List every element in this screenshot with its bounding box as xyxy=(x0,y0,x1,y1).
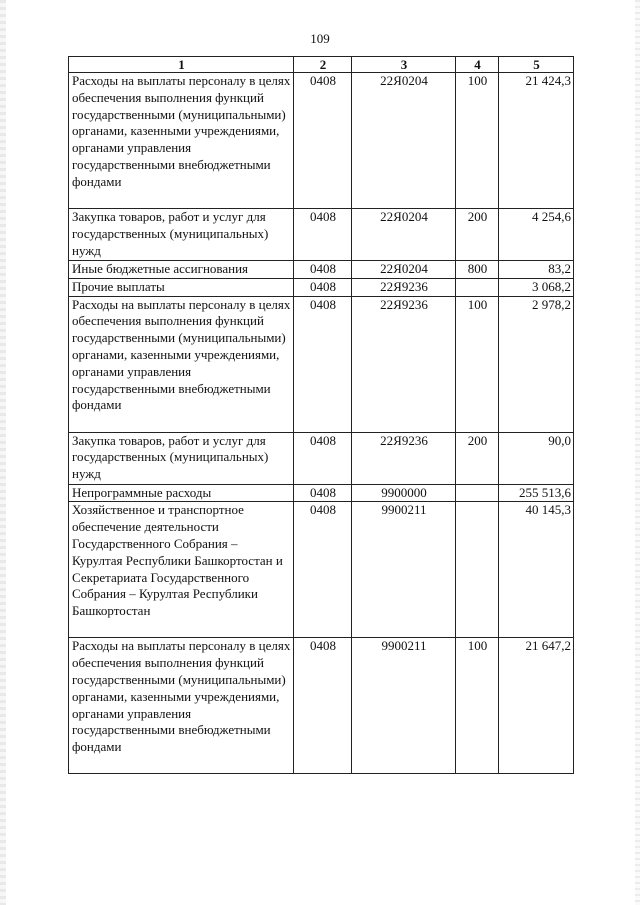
column-header-code: 3 xyxy=(352,57,456,73)
row-type: 100 xyxy=(456,296,499,432)
row-name: Иные бюджетные ассигнования xyxy=(69,261,294,279)
row-type: 200 xyxy=(456,432,499,484)
row-name: Расходы на выплаты персоналу в целях обеспечения выполнения функций государственными (муниципальными) органами, казенными учреждениями, органами управления государственными внебюджетными фондами xyxy=(69,296,294,432)
row-type xyxy=(456,484,499,502)
row-section: 0408 xyxy=(294,278,352,296)
row-amount: 255 513,6 xyxy=(499,484,574,502)
row-section: 0408 xyxy=(294,296,352,432)
row-section: 0408 xyxy=(294,73,352,209)
scan-edge-right xyxy=(635,0,640,905)
table-row xyxy=(69,296,574,432)
row-name: Расходы на выплаты персоналу в целях обеспечения выполнения функций государственными (муниципальными) органами, казенными учреждениями, органами управления государственными внебюджетными фондами xyxy=(69,638,294,774)
table-row xyxy=(69,638,574,774)
table-row xyxy=(69,209,574,261)
row-type xyxy=(456,502,499,638)
column-header-name: 1 xyxy=(69,57,294,73)
table-row xyxy=(69,432,574,484)
scan-edge-left xyxy=(0,0,6,905)
row-amount: 2 978,2 xyxy=(499,296,574,432)
row-amount: 21 647,2 xyxy=(499,638,574,774)
row-amount: 4 254,6 xyxy=(499,209,574,261)
row-code: 22Я9236 xyxy=(352,278,456,296)
row-section: 0408 xyxy=(294,638,352,774)
table-row xyxy=(69,502,574,638)
row-section: 0408 xyxy=(294,484,352,502)
row-code: 9900211 xyxy=(352,502,456,638)
row-amount: 90,0 xyxy=(499,432,574,484)
row-section: 0408 xyxy=(294,502,352,638)
table-header-row xyxy=(69,57,574,73)
row-name: Хозяйственное и транспортное обеспечение деятельности Государственного Собрания – Курултая Республики Башкортостан и Секретариата Государственного Собрания – Курултая Республики Башкортостан xyxy=(69,502,294,638)
column-header-amount: 5 xyxy=(499,57,574,73)
row-section: 0408 xyxy=(294,432,352,484)
row-code: 9900211 xyxy=(352,638,456,774)
row-type: 800 xyxy=(456,261,499,279)
table-row xyxy=(69,484,574,502)
row-amount: 83,2 xyxy=(499,261,574,279)
row-amount: 21 424,3 xyxy=(499,73,574,209)
budget-table xyxy=(68,56,574,774)
page-number: 109 xyxy=(310,31,330,46)
row-code: 9900000 xyxy=(352,484,456,502)
row-code: 22Я0204 xyxy=(352,73,456,209)
table-row xyxy=(69,73,574,209)
row-amount: 3 068,2 xyxy=(499,278,574,296)
row-name: Закупка товаров, работ и услуг для государственных (муниципальных) нужд xyxy=(69,432,294,484)
column-header-type: 4 xyxy=(456,57,499,73)
table-row xyxy=(69,261,574,279)
row-code: 22Я9236 xyxy=(352,296,456,432)
column-header-section: 2 xyxy=(294,57,352,73)
row-name: Прочие выплаты xyxy=(69,278,294,296)
row-amount: 40 145,3 xyxy=(499,502,574,638)
row-type: 200 xyxy=(456,209,499,261)
row-code: 22Я0204 xyxy=(352,261,456,279)
row-section: 0408 xyxy=(294,261,352,279)
table-row xyxy=(69,278,574,296)
row-name: Расходы на выплаты персоналу в целях обеспечения выполнения функций государственными (муниципальными) органами, казенными учреждениями, органами управления государственными внебюджетными фондами xyxy=(69,73,294,209)
row-type xyxy=(456,278,499,296)
row-code: 22Я0204 xyxy=(352,209,456,261)
row-type: 100 xyxy=(456,638,499,774)
row-name: Закупка товаров, работ и услуг для государственных (муниципальных) нужд xyxy=(69,209,294,261)
row-name: Непрограммные расходы xyxy=(69,484,294,502)
row-code: 22Я9236 xyxy=(352,432,456,484)
row-type: 100 xyxy=(456,73,499,209)
row-section: 0408 xyxy=(294,209,352,261)
